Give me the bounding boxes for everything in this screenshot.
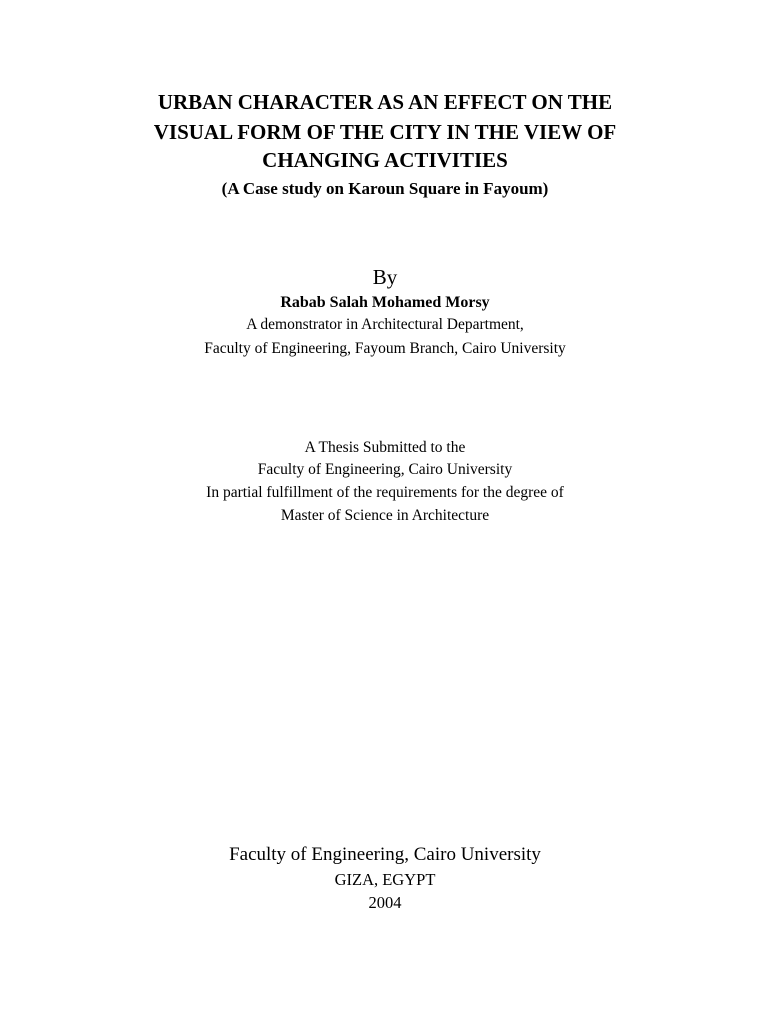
footer-institution: Faculty of Engineering, Cairo University [229, 844, 541, 865]
title-line-2: VISUAL FORM OF THE CITY IN THE VIEW OF [153, 120, 617, 144]
submission-line-1: A Thesis Submitted to the [304, 439, 466, 456]
title-line-3: CHANGING ACTIVITIES [262, 148, 508, 172]
submission-line-2: Faculty of Engineering, Cairo University [257, 461, 513, 478]
author-name: Rabab Salah Mohamed Morsy [280, 294, 490, 311]
footer-location: GIZA, EGYPT [334, 870, 436, 889]
footer-year: 2004 [368, 893, 402, 912]
submission-line-3: In partial fulfillment of the requirements for the degree of [206, 484, 564, 501]
submission-line-4: Master of Science in Architecture [280, 507, 490, 524]
title-line-1: URBAN CHARACTER AS AN EFFECT ON THE [157, 90, 613, 114]
thesis-subtitle: (A Case study on Karoun Square in Fayoum) [221, 179, 549, 198]
by-label: By [372, 265, 398, 289]
author-affiliation: Faculty of Engineering, Fayoum Branch, Cairo University [204, 340, 566, 357]
author-role: A demonstrator in Architectural Department, [246, 316, 524, 333]
